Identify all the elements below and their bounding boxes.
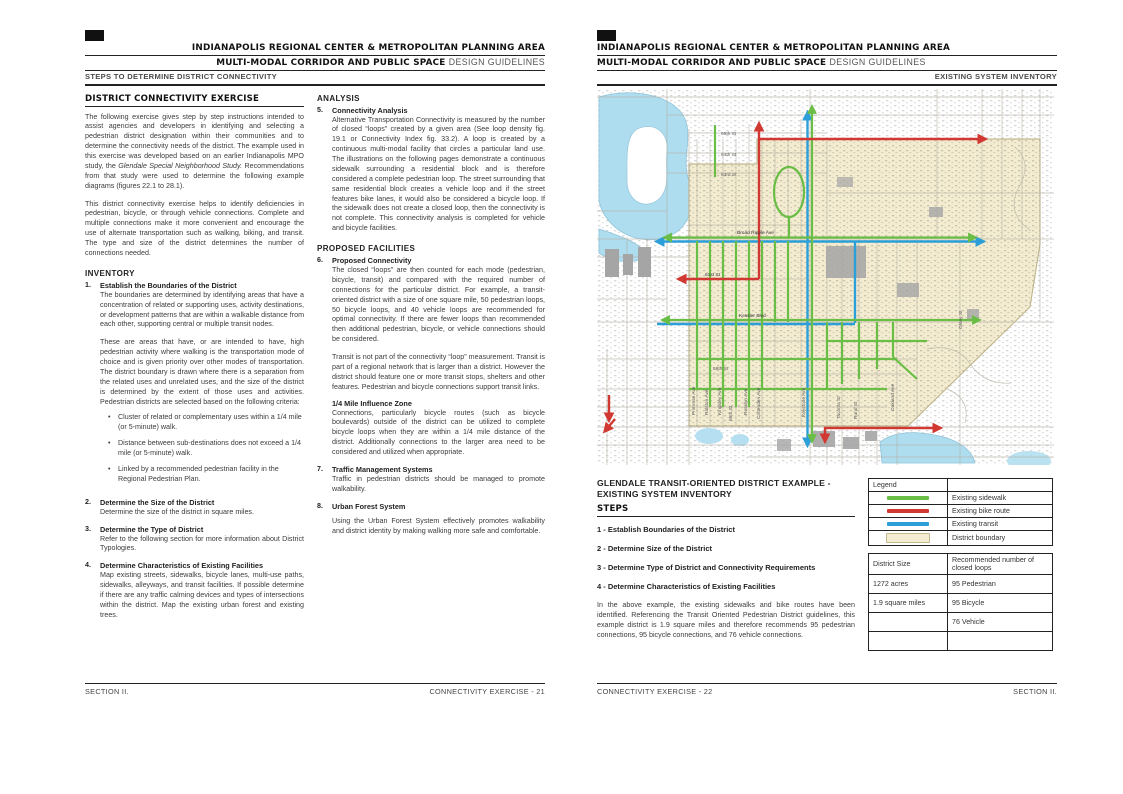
influence-zone-body: Connections, particularly bicycle routes (such as bicycle boulevards) outside of the district can be utilized to complete bicycle loops when they are within a 1/4 mile distance of the district. Additionally connections to the larger area need to be considered and utilized when appropriate. xyxy=(332,408,545,457)
item-number: 8. xyxy=(317,501,323,510)
legend-label: Existing transit xyxy=(948,517,1053,530)
page-corner-mark xyxy=(597,30,616,41)
masthead-left xyxy=(85,43,545,86)
item-title: Proposed Connectivity xyxy=(332,256,412,266)
item-body-2: Transit is not part of the connectivity “loop” measurement. Transit is part of a regional network that is larger than a district. However the district should feature one or more transit stops, shelters and other features. Pedestrian and bicycle connections support transit links. xyxy=(332,353,545,391)
footer-page: CONNECTIVITY EXERCISE - 21 xyxy=(429,687,545,696)
item-number: 2. xyxy=(85,497,91,506)
size-cell xyxy=(869,631,948,650)
street-label: 61st St xyxy=(705,272,720,278)
masthead-line2 xyxy=(85,57,545,69)
legend-column xyxy=(868,478,1053,651)
item-body: Map existing streets, sidewalks, bicycle lanes, multi-use paths, sidewalks, alleyways, and transit facilities. If possible determine if there are any traffic calming devices and types of intersections within the district. Map the existing urban forest and existing trees. xyxy=(100,571,304,619)
analysis-heading: ANALYSIS xyxy=(317,93,360,103)
legend-label: Existing bike route xyxy=(948,504,1053,517)
item-title: Establish the Boundaries of the District xyxy=(100,280,237,290)
masthead-line1: INDIANAPOLIS REGIONAL CENTER & METROPOLITAN PLANNING AREA xyxy=(191,43,545,53)
item-body: Traffic in pedestrian districts should be managed to promote walkability. xyxy=(332,474,545,493)
item-body-2: These are areas that have, or are intended to have, high pedestrian activity where walking is the transportation mode of choice and is given priority over other modes of transportation. The district boundary is drawn where there is a separation from the related uses and unrelated uses, and the size of the district is determined by the extent of those uses and activities. Pedestrian districts are selected based on the following criteria: xyxy=(100,338,304,406)
item-title: Traffic Management Systems xyxy=(332,464,433,474)
item-title: Urban Forest System xyxy=(332,501,406,511)
size-cell: 95 Pedestrian xyxy=(948,574,1053,593)
item-number: 3. xyxy=(85,524,91,533)
masthead-line2-bold: MULTI-MODAL CORRIDOR AND PUBLIC SPACE xyxy=(597,57,827,68)
size-table-header: District Size xyxy=(869,553,948,574)
item-title: Determine the Size of the District xyxy=(100,497,215,507)
street-label: Olney St xyxy=(959,310,964,329)
page-subtitle: STEPS TO DETERMINE DISTRICT CONNECTIVITY xyxy=(85,71,278,81)
transit-swatch xyxy=(887,522,929,526)
item-title: Connectivity Analysis xyxy=(332,105,408,115)
step-item: 4 - Determine Characteristics of Existing Facilities xyxy=(597,582,776,592)
legend-label: Existing sidewalk xyxy=(948,491,1053,504)
street-label: 63rd St xyxy=(721,172,737,178)
steps-heading: STEPS xyxy=(597,504,855,517)
size-cell: 1272 acres xyxy=(869,574,948,593)
item-number: 6. xyxy=(317,256,323,265)
step-item: 2 - Determine Size of the District xyxy=(597,544,713,554)
masthead-line2 xyxy=(597,57,1057,69)
influence-zone-title: 1/4 Mile Influence Zone xyxy=(332,398,412,408)
study-name-italic: Glendale Special Neighborhood Study. xyxy=(118,161,243,170)
item-body: The closed “loops” are then counted for each mode (pedestrian, bicycle, transit) and compared with the required number of connections for the particular district. For example, a transit-oriented district with a size of one square mile, 50 pedestrian loops, 50 bicycle loops, and 40 vehicle loops are recommended for optimal connectivity. If there are fewer loops than recommended then additional pedestrian, bicycle, or vehicle connections should be considered. xyxy=(332,266,545,344)
page-footer xyxy=(85,682,545,696)
size-cell: 1.9 square miles xyxy=(869,593,948,612)
footer-section: SECTION II. xyxy=(85,687,129,696)
street-label: 65th St xyxy=(721,131,737,137)
list-item xyxy=(85,525,304,555)
item-number: 7. xyxy=(317,464,323,473)
item-number: 5. xyxy=(317,105,323,114)
item-body: Determine the size of the district in square miles. xyxy=(100,507,254,516)
page-subtitle: EXISTING SYSTEM INVENTORY xyxy=(934,71,1057,81)
street-label: Rural St xyxy=(854,401,859,419)
step-item: 1 - Establish Boundaries of the District xyxy=(597,524,735,534)
item-title: Determine the Type of District xyxy=(100,524,204,534)
item-number: 4. xyxy=(85,561,91,570)
street-label: Keystone Ave xyxy=(802,387,807,417)
page-left xyxy=(85,30,545,702)
street-label: Ralston Ave xyxy=(705,389,710,415)
legend-title: Legend xyxy=(869,478,948,491)
street-label: 64th St xyxy=(721,152,737,158)
item-title: Determine Characteristics of Existing Facilities xyxy=(100,561,264,571)
street-label: Tacoma St xyxy=(837,395,842,419)
intro-paragraph-1: The following exercise gives step by step instructions intended to assist agencies and developers in identifying and selecting a pedestrian district designation within their communities and to determine the connectivity needs of the district. The example used in this exercise was developed based on an earlier Indianapolis MPO study, the Glendale Special Neighborhood Study. Recommendations from that study were used to determine the following example diagrams (figures 22.1 to 28.1). xyxy=(85,112,305,190)
masthead-line1: INDIANAPOLIS REGIONAL CENTER & METROPOLITAN PLANNING AREA xyxy=(597,43,951,53)
list-item xyxy=(85,561,304,620)
section-title: DISTRICT CONNECTIVITY EXERCISE xyxy=(85,94,304,107)
masthead-line2-light: DESIGN GUIDELINES xyxy=(829,56,926,67)
legend-table xyxy=(868,478,1053,546)
example-title: GLENDALE TRANSIT-ORIENTED DISTRICT EXAMPLE - EXISTING SYSTEM INVENTORY xyxy=(597,477,831,499)
list-item xyxy=(317,502,545,537)
street-label: 56th St xyxy=(729,405,734,421)
proposed-facilities-heading: PROPOSED FACILITIES xyxy=(317,244,416,254)
step-item: 3 - Determine Type of District and Connectivity Requirements xyxy=(597,563,816,573)
right-column xyxy=(317,94,545,628)
list-item xyxy=(317,465,545,495)
street-label: Kessler Blvd xyxy=(739,313,766,319)
item-number: 1. xyxy=(85,280,91,289)
bullet-item: • Distance between sub-destinations does not exceed a 1/4 mile (or 5-minute) walk. xyxy=(108,439,304,459)
list-item xyxy=(317,256,545,458)
street-label: Crittenden Ave xyxy=(757,387,762,419)
list-item xyxy=(85,498,304,518)
size-cell xyxy=(869,612,948,631)
bullet-item: • Linked by a recommended pedestrian facility in the Regional Pedestrian Plan. xyxy=(108,465,304,485)
inventory-heading: INVENTORY xyxy=(85,268,135,278)
inventory-map xyxy=(597,89,1057,470)
left-column xyxy=(85,94,304,628)
item-body: The boundaries are determined by identifying areas that have a concentration of related or supporting uses, activity destinations, or development patterns that are within a walkable distance from each other, supporting central or multiple transit nodes. xyxy=(100,290,305,329)
sidewalk-swatch xyxy=(887,496,929,500)
example-text-column xyxy=(597,478,855,651)
street-label: 58th St xyxy=(713,366,729,372)
page-corner-mark xyxy=(85,30,104,41)
masthead-line2-bold: MULTI-MODAL CORRIDOR AND PUBLIC SPACE xyxy=(216,57,446,68)
intro-paragraph-2: This district connectivity exercise helps to identify deficiencies in pedestrian, bicycle, or through vehicle connections. Complete and multiple connections make it more convenient and encourage the use of alternate transportation such as walking, biking, and transit. The type and size of the district determines the number of connections needed. xyxy=(85,199,304,257)
item-body: Refer to the following section for more information about District Typologies. xyxy=(100,534,304,553)
bike-route-swatch xyxy=(887,509,929,513)
size-cell: 95 Bicycle xyxy=(948,593,1053,612)
street-label: Kingsley Ave xyxy=(718,387,723,415)
legend-label: District boundary xyxy=(948,530,1053,545)
district-boundary-swatch xyxy=(886,533,930,543)
street-label: Primrose Ave xyxy=(692,386,697,415)
size-cell xyxy=(948,631,1053,650)
footer-page: CONNECTIVITY EXERCISE - 22 xyxy=(597,687,713,696)
district-size-table xyxy=(868,553,1053,651)
street-label: Broad Ripple Ave xyxy=(737,230,774,236)
item-body: Using the Urban Forest System effectively promotes walkability and district identity by making walking more safe and comfortable. xyxy=(332,516,545,535)
masthead-right xyxy=(597,43,1057,86)
list-item xyxy=(317,106,545,235)
size-cell: 76 Vehicle xyxy=(948,612,1053,631)
item-body: Alternative Transportation Connectivity is measured by the number of closed “loops” created by a given area (See loop density fig. 19.1 or Connectivity Index fig. 33.2). A loop is created by a continuous multi-modal facility that circles a particular land use. The illustrations on the following pages demonstrate a continuous sidewalk surrounding a residential block and is therefore considered a complete pedestrian loop. The street surrounding that same residential block creates a vehicle loop and if the street features bike lanes, it would also be considered a bicycle loop. If the sidewalk does not create a closed loop, then the connectivity is not complete. This connectivity analysis is completed for vehicle and bicycle facilities. xyxy=(332,115,545,233)
list-item xyxy=(85,281,304,491)
street-label: Rosslyn Ave xyxy=(744,388,749,415)
street-label: Oakland Ave xyxy=(891,383,896,411)
masthead-line2-light: DESIGN GUIDELINES xyxy=(448,56,545,67)
bullet-item: • Cluster of related or complementary uses within a 1/4 mile (or 5-minute) walk. xyxy=(108,413,304,433)
page-right xyxy=(597,30,1057,702)
page-footer xyxy=(597,682,1057,696)
footer-section: SECTION II. xyxy=(1013,687,1057,696)
size-table-header: Recommended number of closed loops xyxy=(948,553,1053,574)
summary-paragraph: In the above example, the existing sidewalks and bike routes have been identified. Referencing the Transit Oriented Pedestrian District guidelines, this example district is 1.9 square miles and therefore recommends 95 pedestrian connections, 95 bicycle connections, and 76 vehicle connections. xyxy=(597,601,855,640)
